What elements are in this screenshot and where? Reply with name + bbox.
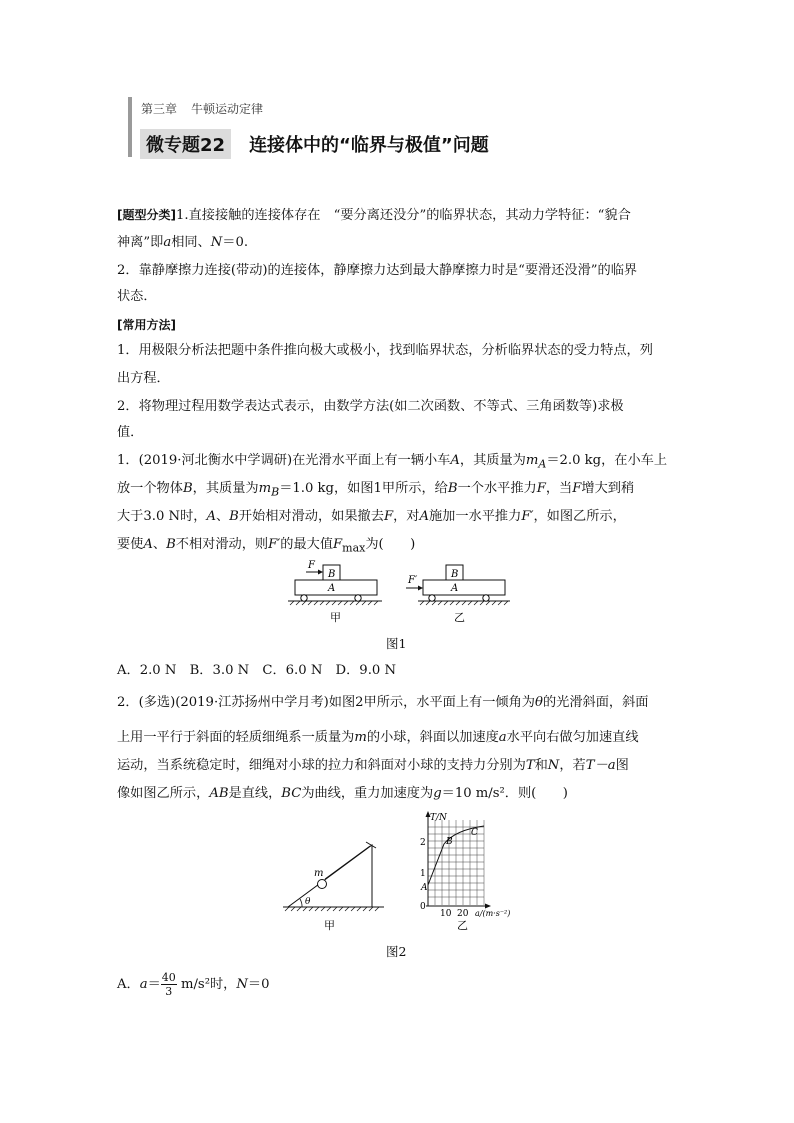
methods-label [117,315,687,336]
point-b-label: B [446,837,453,847]
text-run: 的最大值 [280,537,334,552]
var: F [572,481,582,496]
var: B [271,485,280,499]
text-run: 放一个物体 [117,481,183,496]
q1-line-2 [117,479,687,503]
q1-line-1 [117,451,687,475]
text-run: 施加一水平推力 [429,509,522,524]
var: a [163,235,172,250]
label-b: B [328,569,336,580]
force-arrow-head [318,570,323,575]
methods-line-2: 出方程． [117,371,170,386]
text-run: 水平向右做匀加速直线 [506,730,639,745]
text-run: ，当 [545,481,573,496]
figure-1-caption: 图1 [386,636,407,651]
label-a: A [328,583,336,594]
x-tick-label: 10 [440,909,452,919]
text-run: 运动，当系统稳定时，细绳对小球的拉力和斜面对小球的支持力分别为 [117,758,526,773]
q1-line-3 [117,507,687,527]
text-run: 增大到稍 [581,481,635,496]
text-run: ＝ [147,977,161,992]
cart-a [423,580,505,595]
var: N [236,977,248,992]
q2-option-a [117,968,687,1002]
point-a-label: A [421,883,428,893]
numerator: 40 [161,971,176,984]
chapter-number: 第三章 [141,102,178,116]
text-run: 开始相对滑动，如果撤去 [238,509,384,524]
var: F′ [268,537,281,552]
text-run: 为曲线，重力加速度为 [301,786,434,801]
var: a [498,730,507,745]
figure-1-right [406,565,510,624]
subscript: max [342,541,366,555]
chapter-heading [141,100,277,117]
text-run: ，对 [393,509,420,524]
wheel [301,595,307,601]
methods-line-4: 值． [117,425,144,440]
var: m [525,453,539,468]
text-run: 和 [534,758,548,773]
q2-line-3 [117,756,687,776]
classification-line-2 [117,233,687,253]
x-tick-label: 20 [457,909,469,919]
chapter-accent-bar [128,97,132,157]
text-run: 大于3.0 N时， [117,509,207,524]
var: T－a [585,758,616,773]
point-c-label: C [471,828,478,838]
text-run: 、 [152,537,167,552]
text-run: 像如图乙所示， [117,786,210,801]
text-run: 是直线， [228,786,282,801]
methods-line-3: 2．将物理过程用数学表达式表示，由数学方法(如二次函数、不等式、三角函数等)求极 [117,399,624,414]
text-run: ＝2.0 kg，在小车上 [546,453,668,468]
label-m: m [314,868,324,879]
q1-line-4 [117,535,687,559]
var: A [450,453,460,468]
text-run: ＝0 [247,977,270,992]
figure-2-right [420,811,510,932]
text-run: 神离”即 [117,235,164,250]
classification-line-1 [117,205,687,226]
var: m [258,481,272,496]
var: A [419,509,429,524]
text-run: 不相对滑动，则 [175,537,269,552]
text-run: ，若 [559,758,586,773]
text-run: 相同、 [171,235,211,250]
figure-1-left [288,560,382,624]
figure-2 [280,808,530,938]
text-run: 一个水平推力 [457,481,537,496]
text-run: 图 [615,758,629,773]
text-run: ，其质量为 [459,453,526,468]
text-run: A． [117,977,140,992]
caption-yi: 乙 [457,919,468,932]
text-run: m/s²时， [180,977,237,992]
var: N [547,758,560,773]
origin-label: 0 [420,902,426,912]
ball [318,880,327,889]
q2-line-4 [117,784,687,804]
y-tick-label: 1 [420,869,426,879]
text-run: ＝1.0 kg，如图1甲所示，给 [279,481,448,496]
caption-jia: 甲 [330,611,341,624]
text-run: 1.直接接触的连接体存在 “要分离还没分”的临界状态，其动力学特征：“貌合 [175,208,631,223]
var: F [383,509,394,524]
text-run: 的小球，斜面以加速度 [366,730,499,745]
text-run: ，如图乙所示， [533,509,626,524]
text-run: ＝10 m/s²．则( ) [441,786,568,801]
text-run: ，其质量为 [192,481,259,496]
text-run: 上用一平行于斜面的轻质细绳系一质量为 [117,730,355,745]
var: θ [535,695,543,710]
label-b: B [451,569,459,580]
var: a [139,977,148,992]
topic-tag: 微专题22 [140,129,231,159]
var: BC [281,786,302,801]
q2-line-1 [117,693,687,713]
x-axis-label: a/(m·s⁻²) [475,909,511,918]
y-tick-label: 2 [420,838,426,848]
text-run: 为( ) [365,537,416,552]
y-axis-label: T/N [430,813,447,823]
var: N [210,235,223,250]
label-a: A [451,583,459,594]
wheel [483,595,489,601]
label-f-prime: F′ [408,575,418,586]
label-theta: θ [305,897,311,907]
classification-line-3: 2．靠静摩擦力连接(带动)的连接体，静摩擦力达到最大静摩擦力时是“要滑还没滑”的临界 [117,263,638,278]
var: A [143,537,153,552]
text-run: 要使 [117,537,144,552]
classification-label: [题型分类] [117,208,176,222]
label-f: F [308,560,315,571]
page-title: 连接体中的“临界与极值”问题 [249,135,489,156]
var: B [182,481,193,496]
wheel [429,595,435,601]
denominator: 3 [165,985,173,998]
text-run: 的光滑斜面，斜面 [542,695,649,710]
var: m [354,730,367,745]
text-run: 、 [215,509,230,524]
x-axis-arrow [485,904,491,909]
q1-options: A．2.0 N B．3.0 N C．6.0 N D．9.0 N [117,663,397,678]
var: g [433,786,442,801]
var: F [333,537,343,552]
text-run: ＝0. [222,235,249,250]
cart-a [295,580,377,595]
ground-hatch [285,907,379,911]
text-run: 2．(多选)(2019·江苏扬州中学月考)如图2甲所示，水平面上有一倾角为 [117,695,535,710]
var: B [229,509,239,524]
fraction [161,971,177,998]
methods-line-1: 1．用极限分析法把题中条件推向极大或极小，找到临界状态，分析临界状态的受力特点，列 [117,343,653,358]
topic-title-row [140,130,489,158]
var: B [447,481,458,496]
figure-2-caption: 图2 [386,944,407,959]
classification-line-4: 状态． [117,289,157,304]
var: AB [209,786,229,801]
var: T [525,758,535,773]
text-run: [常用方法] [117,318,176,332]
caption-yi: 乙 [454,611,465,624]
var: F′ [521,509,534,524]
incline [288,845,372,907]
q2-line-2 [117,728,687,748]
var: B [166,537,176,552]
figure-1 [280,558,530,628]
chapter-title: 牛顿运动定律 [191,102,264,116]
text-run: 1．(2019·河北衡水中学调研)在光滑水平面上有一辆小车 [117,453,451,468]
wheel [355,595,361,601]
var: F [536,481,546,496]
var: A [206,509,216,524]
ground-hatch [420,601,508,605]
figure-2-left [283,842,384,932]
var: A [538,457,547,471]
caption-jia: 甲 [324,919,335,932]
force-arrow-head [418,586,423,591]
